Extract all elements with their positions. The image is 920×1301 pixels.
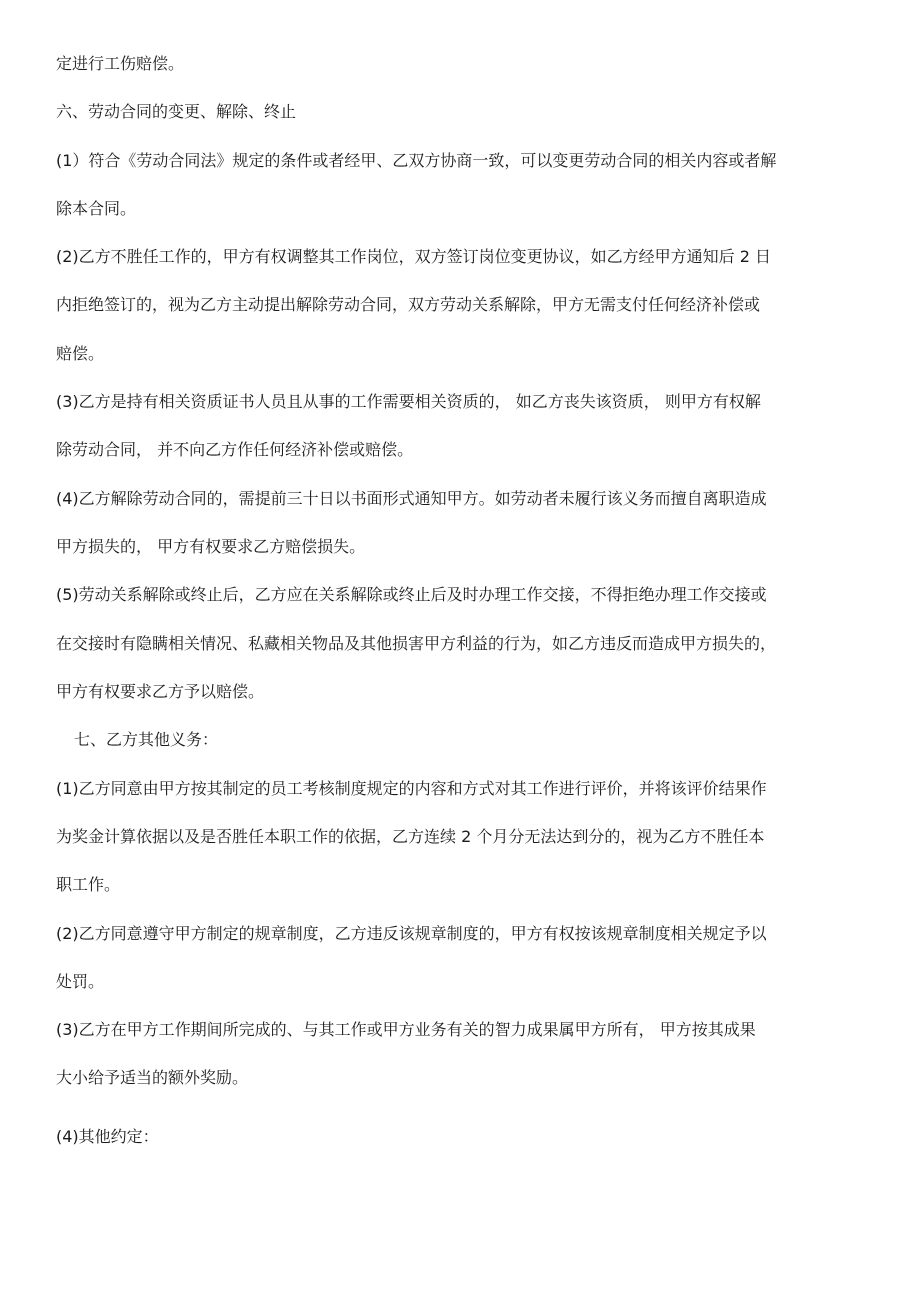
text-line: 甲方有权要求乙方予以赔偿。 — [56, 682, 265, 701]
text-line: (2)乙方不胜任工作的，甲方有权调整其工作岗位，双方签订岗位变更协议，如乙方经甲方通知后 2 日 — [56, 247, 772, 266]
section-heading: 七、乙方其他义务： — [74, 730, 219, 749]
text-line: 除本合同。 — [56, 199, 137, 218]
text-line: (2)乙方同意遵守甲方制定的规章制度，乙方违反该规章制度的，甲方有权按该规章制度相关规定予以 — [56, 924, 767, 943]
text-line: 除劳动合同， 并不向乙方作任何经济补偿或赔偿。 — [56, 440, 414, 459]
text-line: 甲方损失的， 甲方有权要求乙方赔偿损失。 — [56, 537, 366, 556]
section-heading: 六、劳动合同的变更、解除、终止 — [56, 102, 297, 121]
text-line: 定进行工伤赔偿。 — [56, 54, 185, 73]
text-line: (4)其他约定： — [56, 1127, 159, 1146]
text-line: 处罚。 — [56, 972, 105, 991]
text-line: 大小给予适当的额外奖励。 — [56, 1068, 249, 1087]
text-line: (1)乙方同意由甲方按其制定的员工考核制度规定的内容和方式对其工作进行评价，并将该评价结果作 — [56, 779, 767, 798]
text-line: (4)乙方解除劳动合同的，需提前三十日以书面形式通知甲方。如劳动者未履行该义务而擅自离职造成 — [56, 489, 767, 508]
text-line: 赔偿。 — [56, 344, 105, 363]
text-line: 为奖金计算依据以及是否胜任本职工作的依据，乙方连续 2 个月分无法达到分的，视为乙方不胜任本 — [56, 827, 765, 846]
text-line: (1）符合《劳动合同法》规定的条件或者经甲、乙双方协商一致，可以变更劳动合同的相关内容或者解 — [56, 151, 777, 170]
text-line: (3)乙方在甲方工作期间所完成的、与其工作或甲方业务有关的智力成果属甲方所有， 甲方按其成果 — [56, 1020, 756, 1039]
text-line: (3)乙方是持有相关资质证书人员且从事的工作需要相关资质的， 如乙方丧失该资质， 则甲方有权解 — [56, 392, 761, 411]
text-line: 内拒绝签订的，视为乙方主动提出解除劳动合同，双方劳动关系解除，甲方无需支付任何经济补偿或 — [56, 295, 761, 314]
text-line: 在交接时有隐瞒相关情况、私藏相关物品及其他损害甲方利益的行为，如乙方违反而造成甲方损失的， — [56, 634, 777, 653]
text-line: (5)劳动关系解除或终止后，乙方应在关系解除或终止后及时办理工作交接，不得拒绝办理工作交接或 — [56, 585, 767, 604]
text-line: 职工作。 — [56, 875, 121, 894]
